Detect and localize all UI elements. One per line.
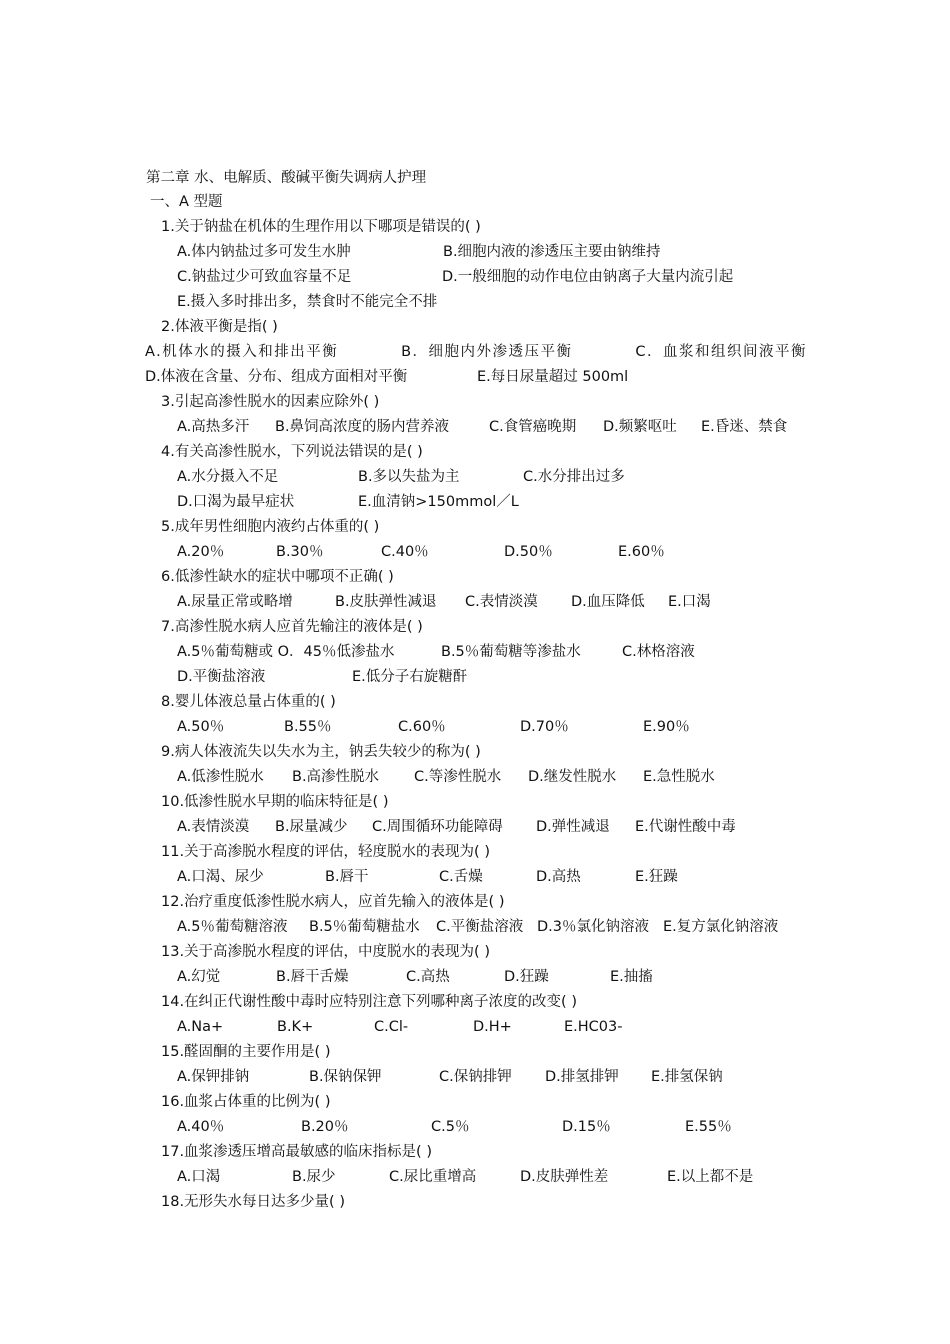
question-15-option-a: A.保钾排钠 [177,1069,250,1085]
question-7-option-c: C.林格溶液 [622,644,695,660]
question-17-option-b: B.尿少 [292,1169,336,1185]
question-15-option-d: D.排氢排钾 [545,1069,619,1085]
question-11-option-d: D.高热 [536,869,581,885]
question-3-option-d: D.频繁呕吐 [603,419,677,435]
question-15-option-c: C.保钠排钾 [439,1069,512,1085]
question-1-option-a: A.体内钠盐过多可发生水肿 [177,244,351,260]
question-9-option-e: E.急性脱水 [643,769,715,785]
question-11-option-b: B.唇干 [325,869,369,885]
question-14-stem: 14.在纠正代谢性酸中毒时应特别注意下列哪种离子浓度的改变( ) [161,994,577,1010]
question-2-options-row [145,342,807,362]
question-5-stem: 5.成年男性细胞内液约占体重的( ) [161,519,380,535]
question-16-option-d: D.15％ [562,1119,611,1135]
question-14-option-d: D.H+ [473,1019,512,1035]
question-13-stem: 13.关于高渗脱水程度的评估，中度脱水的表现为( ) [161,944,490,960]
question-13-option-a: A.幻觉 [177,969,221,985]
question-12-stem: 12.治疗重度低渗性脱水病人，应首先输入的液体是( ) [161,894,505,910]
question-2-stem: 2.体液平衡是指( ) [161,319,278,335]
question-9-option-b: B.高渗性脱水 [292,769,380,785]
question-10-option-d: D.弹性减退 [536,819,610,835]
question-9-option-d: D.继发性脱水 [528,769,617,785]
question-2-option-a: A.机体水的摄入和排出平衡 [145,344,339,360]
question-6-option-a: A.尿量正常或略增 [177,594,293,610]
question-1-option-d: D.一般细胞的动作电位由钠离子大量内流引起 [442,269,734,285]
question-16-option-e: E.55％ [685,1119,732,1135]
question-12-option-d: D.3％氯化钠溶液 [537,919,649,935]
question-3-stem: 3.引起高渗性脱水的因素应除外( ) [161,394,380,410]
question-7-option-a: A.5％葡萄糖或 O．45％低渗盐水 [177,644,395,660]
question-4-option-a: A.水分摄入不足 [177,469,279,485]
question-1-option-b: B.细胞内液的渗透压主要由钠维持 [443,244,661,260]
question-11-option-e: E.狂躁 [635,869,678,885]
question-14-option-a: A.Na+ [177,1019,224,1035]
question-7-option-d: D.平衡盐溶液 [177,669,266,685]
question-13-option-b: B.唇干舌燥 [276,969,349,985]
question-17-option-a: A.口渴 [177,1169,221,1185]
question-17-stem: 17.血浆渗透压增高最敏感的临床指标是( ) [161,1144,432,1160]
question-13-option-c: C.高热 [406,969,450,985]
question-8-option-a: A.50％ [177,719,225,735]
question-10-stem: 10.低渗性脱水早期的临床特征是( ) [161,794,389,810]
question-6-option-b: B.皮肤弹性减退 [335,594,437,610]
question-18-stem: 18.无形失水每日达多少量( ) [161,1194,345,1210]
question-8-option-c: C.60％ [398,719,446,735]
question-4-option-c: C.水分排出过多 [523,469,625,485]
question-7-stem: 7.高渗性脱水病人应首先输注的液体是( ) [161,619,423,635]
question-5-option-e: E.60％ [618,544,665,560]
question-17-option-d: D.皮肤弹性差 [520,1169,609,1185]
question-8-option-d: D.70％ [520,719,569,735]
question-5-option-a: A.20％ [177,544,225,560]
question-10-option-a: A.表情淡漠 [177,819,250,835]
question-15-stem: 15.醛固酮的主要作用是( ) [161,1044,331,1060]
question-9-option-c: C.等渗性脱水 [414,769,502,785]
question-9-option-a: A.低渗性脱水 [177,769,264,785]
question-14-option-e: E.HC03- [564,1019,623,1035]
question-16-option-c: C.5％ [431,1119,470,1135]
question-4-stem: 4.有关高渗性脱水，下列说法错误的是( ) [161,444,423,460]
question-6-stem: 6.低渗性缺水的症状中哪项不正确( ) [161,569,394,585]
question-12-option-e: E.复方氯化钠溶液 [663,919,779,935]
question-1-option-e: E.摄入多时排出多，禁食时不能完全不排 [177,294,438,310]
question-4-option-e: E.血清钠>150mmol／L [358,494,519,510]
question-16-option-a: A.40％ [177,1119,225,1135]
question-4-option-d: D.口渴为最早症状 [177,494,295,510]
question-17-option-c: C.尿比重增高 [389,1169,477,1185]
question-9-stem: 9.病人体液流失以失水为主，钠丢失较少的称为( ) [161,744,481,760]
question-8-option-b: B.55％ [284,719,332,735]
question-8-option-e: E.90％ [643,719,690,735]
question-10-option-e: E.代谢性酸中毒 [635,819,736,835]
question-2-option-b: B．细胞内外渗透压平衡 [401,344,573,360]
question-3-option-a: A.高热多汗 [177,419,250,435]
question-12-option-a: A.5％葡萄糖溶液 [177,919,288,935]
question-17-option-e: E.以上都不是 [667,1169,754,1185]
question-3-option-c: C.食管癌晚期 [489,419,577,435]
question-2-option-d: D.体液在含量、分布、组成方面相对平衡 [145,369,408,385]
question-2-option-c: C．血浆和组织间液平衡 [635,344,807,360]
question-10-option-c: C.周围循环功能障碍 [372,819,503,835]
question-7-option-e: E.低分子右旋糖酐 [352,669,468,685]
question-11-option-c: C.舌燥 [439,869,483,885]
question-8-stem: 8.婴儿体液总量占体重的( ) [161,694,336,710]
question-3-option-b: B.鼻饲高浓度的肠内营养液 [275,419,450,435]
question-11-stem: 11.关于高渗脱水程度的评估，轻度脱水的表现为( ) [161,844,490,860]
question-11-option-a: A.口渴、尿少 [177,869,264,885]
question-5-option-d: D.50％ [504,544,553,560]
question-3-option-e: E.昏迷、禁食 [701,419,788,435]
question-16-option-b: B.20％ [301,1119,349,1135]
question-15-option-b: B.保钠保钾 [309,1069,382,1085]
question-6-option-d: D.血压降低 [571,594,645,610]
question-5-option-c: C.40％ [381,544,429,560]
question-15-option-e: E.排氢保钠 [651,1069,723,1085]
question-1-option-c: C.钠盐过少可致血容量不足 [177,269,352,285]
question-16-stem: 16.血浆占体重的比例为( ) [161,1094,331,1110]
question-12-option-b: B.5％葡萄糖盐水 [309,919,420,935]
question-14-option-b: B.K+ [277,1019,314,1035]
question-7-option-b: B.5％葡萄糖等渗盐水 [441,644,581,660]
question-13-option-d: D.狂躁 [504,969,549,985]
section-title: 一、A 型题 [150,194,223,210]
question-4-option-b: B.多以失盐为主 [358,469,460,485]
question-10-option-b: B.尿量减少 [275,819,348,835]
question-12-option-c: C.平衡盐溶液 [436,919,524,935]
question-6-option-c: C.表情淡漠 [465,594,538,610]
question-6-option-e: E.口渴 [668,594,711,610]
question-2-option-e: E.每日尿量超过 500ml [477,369,629,385]
chapter-title: 第二章 水、电解质、酸碱平衡失调病人护理 [146,170,427,186]
question-13-option-e: E.抽搐 [610,969,653,985]
question-14-option-c: C.Cl- [374,1019,409,1035]
question-5-option-b: B.30％ [276,544,324,560]
question-1-stem: 1.关于钠盐在机体的生理作用以下哪项是错误的( ) [161,219,481,235]
